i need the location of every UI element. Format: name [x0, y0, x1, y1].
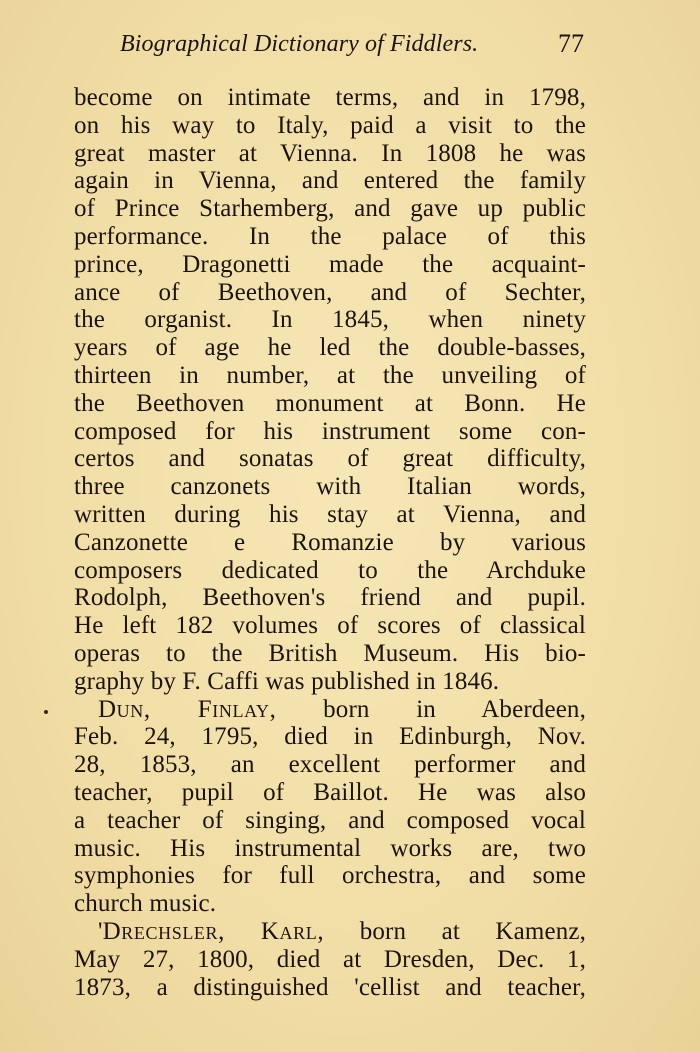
text-line: on his way to Italy, paid a visit to the — [74, 111, 586, 139]
text-line: 1873, a distinguished 'cellist and teacher, — [74, 973, 586, 1001]
text-line: music. His instrumental works are, two — [74, 834, 586, 862]
text-line: Canzonette e Romanzie by various — [74, 528, 586, 556]
text-line: performance. In the palace of this — [74, 222, 586, 250]
running-title: Biographical Dictionary of Fiddlers. — [120, 31, 479, 57]
text-line: become on intimate terms, and in 1798, — [74, 84, 586, 111]
text-line: again in Vienna, and entered the family — [74, 167, 586, 195]
text-line: symphonies for full orchestra, and some — [74, 862, 586, 890]
text-line: thirteen in number, at the unveiling of — [74, 361, 586, 389]
text-line: prince, Dragonetti made the acquaint- — [74, 250, 586, 278]
print-speck — [44, 710, 48, 714]
text-line: three canzonets with Italian words, — [74, 473, 586, 501]
text-line: May 27, 1800, died at Dresden, Dec. 1, — [74, 945, 586, 973]
entry-dun-name: Dun, Finlay, — [98, 695, 277, 723]
text-line: graphy by F. Caffi was published in 1846. — [74, 667, 500, 695]
text-line: years of age he led the double-basses, — [74, 334, 586, 362]
text-line: church music. — [74, 890, 217, 918]
entry-dun-first-line-rest: born in Aberdeen, — [323, 695, 586, 723]
text-line: operas to the British Museum. His bio- — [74, 639, 586, 667]
text-line: great master at Vienna. In 1808 he was — [74, 139, 586, 167]
entry-drechsler-first-line-rest: born at Kamenz, — [359, 917, 586, 945]
text-line: ance of Beethoven, and of Sechter, — [74, 278, 586, 306]
text-line: of Prince Starhemberg, and gave up public — [74, 195, 586, 223]
text-line: teacher, pupil of Baillot. He was also — [74, 778, 586, 806]
running-head — [120, 26, 590, 62]
text-line: 28, 1853, an excellent performer and — [74, 751, 586, 779]
page-number: 77 — [558, 29, 584, 58]
text-line: the organist. In 1845, when ninety — [74, 306, 586, 334]
text-line: composed for his instrument some con- — [74, 417, 586, 445]
text-line: He left 182 volumes of scores of classical — [74, 612, 586, 640]
text-line: certos and sonatas of great difficulty, — [74, 445, 586, 473]
text-line: Feb. 24, 1795, died in Edinburgh, Nov. — [74, 723, 586, 751]
entry-drechsler-mark: ' — [98, 917, 103, 945]
text-line: Rodolph, Beethoven's friend and pupil. — [74, 584, 586, 612]
text-line: a teacher of singing, and composed vocal — [74, 806, 586, 834]
text-line: written during his stay at Vienna, and — [74, 500, 586, 528]
entry-drechsler-first-line — [74, 918, 586, 946]
text-line: the Beethoven monument at Bonn. He — [74, 389, 586, 417]
entry-dun-first-line — [74, 696, 586, 724]
text-line: composers dedicated to the Archduke — [74, 556, 586, 584]
entry-drechsler-name: Drechsler, Karl, — [102, 917, 325, 945]
body-text — [74, 84, 586, 1001]
